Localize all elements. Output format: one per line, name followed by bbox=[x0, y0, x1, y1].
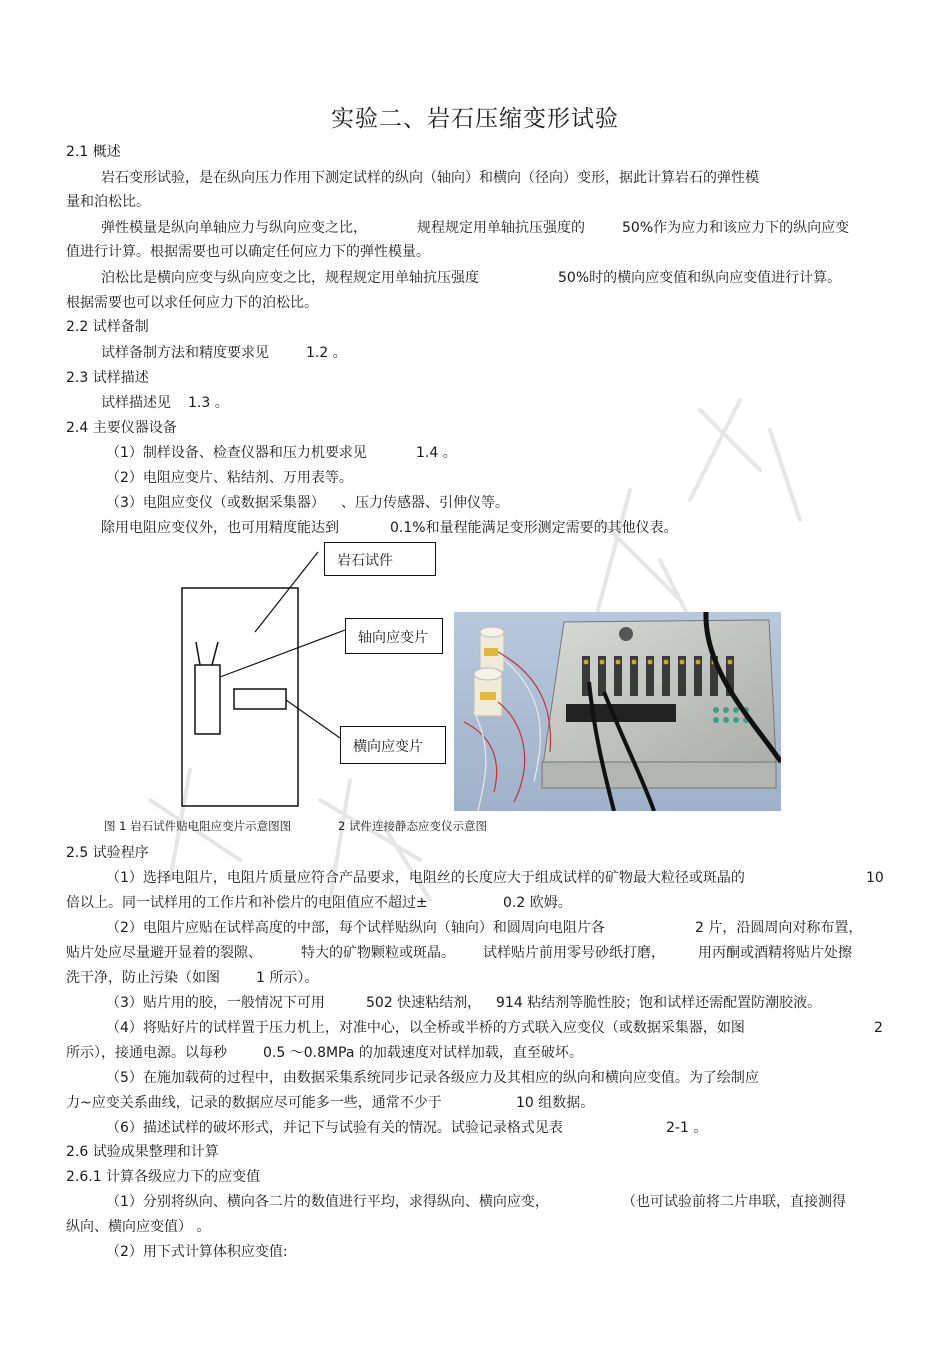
paragraph-fragment: 试样贴片前用零号砂纸打磨， bbox=[483, 945, 665, 961]
list-item: （2）电阻应变片、粘结剂、万用表等。 bbox=[106, 470, 353, 486]
paragraph-fragment: 0.1%和量程能满足变形测定需要的其他仪表。 bbox=[390, 520, 678, 536]
paragraph-fragment: 试样备制方法和精度要求见 bbox=[101, 345, 269, 361]
paragraph-fragment: 贴片处应尽量避开显着的裂隙、 bbox=[66, 945, 262, 961]
figure-caption-2: 2 试件连接静态应变仪示意图 bbox=[338, 819, 487, 833]
paragraph-fragment: （1）分别将纵向、横向各二片的数值进行平均，求得纵向、横向应变， bbox=[106, 1194, 549, 1210]
paragraph-fragment: 10 组数据。 bbox=[516, 1095, 595, 1111]
paragraph-fragment: 除用电阻应变仪外，也可用精度能达到 bbox=[101, 520, 339, 536]
paragraph-fragment: 弹性模量是纵向单轴应力与纵向应变之比， bbox=[101, 220, 367, 236]
leader-axial bbox=[220, 630, 345, 677]
section-2-5-heading: 2.5 试验程序 bbox=[66, 845, 149, 861]
paragraph-fragment: 50%时的横向应变值和纵向应变值进行计算。 bbox=[558, 270, 842, 286]
paragraph-fragment: 50%作为应力和该应力下的纵向应变 bbox=[622, 220, 850, 236]
paragraph-line: 量和泊松比。 bbox=[66, 194, 150, 210]
paragraph-fragment: 洗干净，防止污染（如图 bbox=[66, 970, 220, 986]
paragraph-fragment: 914 粘结剂等脆性胶；饱和试样还需配置防潮胶液。 bbox=[496, 995, 822, 1011]
paragraph-line: 纵向、横向应变值） 。 bbox=[66, 1219, 211, 1235]
section-2-4-heading: 2.4 主要仪器设备 bbox=[66, 420, 177, 436]
paragraph-fragment: 用丙酮或酒精将贴片处擦 bbox=[698, 945, 852, 961]
paragraph-fragment: 规程规定用单轴抗压强度的 bbox=[417, 220, 585, 236]
list-item-continuation: 、压力传感器、引伸仪等。 bbox=[341, 495, 509, 511]
paragraph-fragment: 所示），接通电源。以每秒 bbox=[66, 1045, 227, 1061]
label-box-lateral bbox=[340, 726, 446, 764]
lateral-gauge-rect bbox=[234, 689, 286, 709]
paragraph-line: （5）在施加载荷的过程中，由数据采集系统同步记录各级应力及其相应的纵向和横向应变值。为了绘制应 bbox=[106, 1070, 759, 1086]
paragraph-fragment: 0.2 欧姆。 bbox=[503, 895, 572, 911]
paragraph-fragment: 502 快速粘结剂， bbox=[366, 995, 482, 1011]
figure-caption-1: 图 1 岩石试件贴电阻应变片示意图图 bbox=[104, 819, 292, 833]
leader-sample bbox=[255, 552, 318, 632]
paragraph-fragment: 2 片，沿圆周向对称布置， bbox=[695, 920, 863, 936]
list-item: （1）制样设备、检查仪器和压力机要求见 bbox=[106, 445, 367, 461]
paragraph-fragment: 1.2 。 bbox=[306, 345, 347, 361]
paragraph-line: （2）用下式计算体积应变值: bbox=[106, 1244, 288, 1260]
figure-2-photo bbox=[454, 612, 781, 811]
paragraph-fragment: 倍以上。同一试样用的工作片和补偿片的电阻值应不超过± bbox=[66, 895, 428, 911]
leader-lateral bbox=[286, 700, 340, 738]
paragraph-line: 根据需要也可以求任何应力下的泊松比。 bbox=[66, 295, 318, 311]
paragraph-line: 岩石变形试验，是在纵向压力作用下测定试样的纵向（轴向）和横向（径向）变形，据此计算岩石的弹性模 bbox=[101, 170, 759, 186]
paragraph-fragment: （4）将贴好片的试样置于压力机上，对准中心，以全桥或半桥的方式联入应变仪（或数据采集器，如图 bbox=[106, 1020, 745, 1036]
page-title: 实验二、岩石压缩变形试验 bbox=[331, 106, 619, 132]
paragraph-fragment: （2）电阻片应贴在试样高度的中部，每个试样贴纵向（轴向）和圆周向电阻片各 bbox=[106, 920, 605, 936]
paragraph-line: 值进行计算。根据需要也可以确定任何应力下的弹性模量。 bbox=[66, 244, 430, 260]
paragraph-fragment: 1 所示）。 bbox=[256, 970, 319, 986]
section-2-1-heading: 2.1 概述 bbox=[66, 144, 121, 160]
paragraph-fragment: （3）贴片用的胶，一般情况下可用 bbox=[106, 995, 325, 1011]
paragraph-fragment: 10 bbox=[866, 870, 884, 886]
paragraph-fragment: 2-1 。 bbox=[666, 1120, 708, 1136]
paragraph-fragment: 1.3 。 bbox=[188, 395, 229, 411]
paragraph-fragment: 2 bbox=[874, 1020, 883, 1036]
gauge-lead-right bbox=[212, 642, 218, 665]
label-sample: 岩石试件 bbox=[337, 553, 393, 569]
label-axial: 轴向应变片 bbox=[358, 630, 428, 646]
paragraph-fragment: （也可试验前将二片串联，直接测得 bbox=[622, 1194, 846, 1210]
section-2-6-heading: 2.6 试验成果整理和计算 bbox=[66, 1144, 219, 1160]
list-item: （3）电阻应变仪（或数据采集器） bbox=[106, 495, 325, 511]
label-box-axial bbox=[345, 618, 443, 654]
subsection-2-6-1-heading: 2.6.1 计算各级应力下的应变值 bbox=[66, 1169, 261, 1185]
paragraph-fragment: 特大的矿物颗粒或斑晶。 bbox=[301, 945, 455, 961]
label-box-sample bbox=[324, 542, 436, 576]
axial-gauge-rect bbox=[195, 665, 220, 734]
paragraph-fragment: （6）描述试样的破坏形式，并记下与试验有关的情况。试验记录格式见表 bbox=[106, 1120, 563, 1136]
paragraph-fragment: 试样描述见 bbox=[101, 395, 171, 411]
list-item-ref: 1.4 。 bbox=[416, 445, 457, 461]
paragraph-fragment: 0.5 ～0.8MPa 的加载速度对试样加载，直至破坏。 bbox=[263, 1045, 583, 1061]
paragraph-fragment: 力~应变关系曲线，记录的数据应尽可能多一些，通常不少于 bbox=[66, 1095, 442, 1111]
section-2-2-heading: 2.2 试样备制 bbox=[66, 319, 149, 335]
paragraph-fragment: （1）选择电阻片，电阻片质量应符合产品要求，电阻丝的长度应大于组成试样的矿物最大粒径或斑晶的 bbox=[106, 870, 745, 886]
section-2-3-heading: 2.3 试样描述 bbox=[66, 370, 149, 386]
label-lateral: 横向应变片 bbox=[353, 739, 423, 755]
paragraph-fragment: 泊松比是横向应变与纵向应变之比，规程规定用单轴抗压强度 bbox=[101, 270, 479, 286]
gauge-lead-left bbox=[196, 642, 200, 665]
